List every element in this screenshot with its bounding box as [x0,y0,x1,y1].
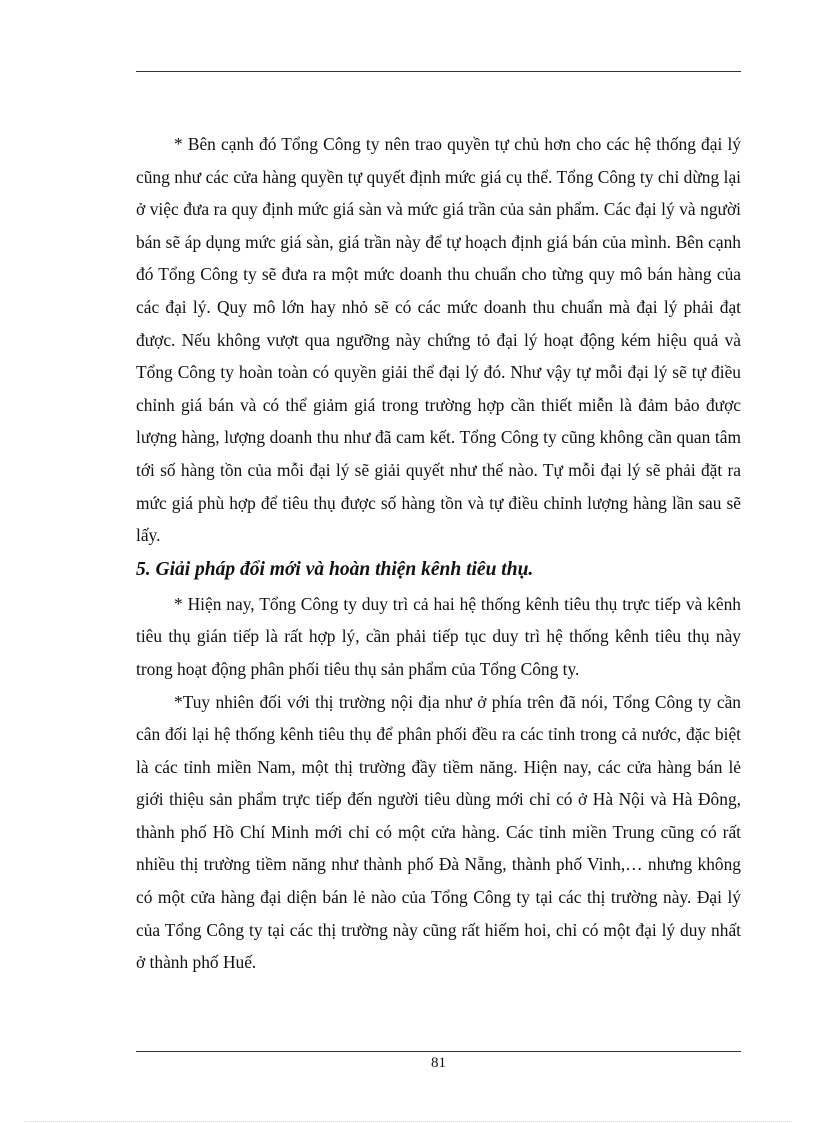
footer-rule [136,1051,741,1052]
body-paragraph: *Tuy nhiên đối với thị trường nội địa như ở phía trên đã nói, Tổng Công ty cần cân đối lại hệ thống kênh tiêu thụ để phân phối đều ra các tỉnh trong cả nước, đặc biệt là các tỉnh miền Nam, một thị trường đầy tiềm năng. Hiện nay, các cửa hàng bán lẻ giới thiệu sản phẩm trực tiếp đến người tiêu dùng mới chỉ có ở Hà Nội và Hà Đông, thành phố Hồ Chí Minh mới chỉ có một cửa hàng. Các tỉnh miền Trung cũng có rất nhiều thị trường tiềm năng như thành phố Đà Nẵng, thành phố Vinh,… nhưng không có một cửa hàng đại diện bán lẻ nào của Tổng Công ty tại các thị trường này. Đại lý của Tổng Công ty tại các thị trường này cũng rất hiếm hoi, chỉ có một đại lý duy nhất ở thành phố Huế. [136,691,741,973]
page-number: 81 [431,1055,446,1071]
body-paragraph: * Hiện nay, Tổng Công ty duy trì cả hai hệ thống kênh tiêu thụ trực tiếp và kênh tiêu thụ gián tiếp là rất hợp lý, cần phải tiếp tục duy trì hệ thống kênh tiêu thụ này trong hoạt động phân phối tiêu thụ sản phẩm của Tổng Công ty. [136,593,741,679]
header-rule [136,71,741,72]
section-heading: 5. Giải pháp đổi mới và hoàn thiện kênh tiêu thụ. [136,558,534,580]
page-edge-divider [24,1121,792,1122]
document-body [136,128,741,979]
body-paragraph: * Bên cạnh đó Tổng Công ty nên trao quyền tự chủ hơn cho các hệ thống đại lý cũng như các cửa hàng quyền tự quyết định mức giá cụ thể. Tổng Công ty chỉ dừng lại ở việc đưa ra quy định mức giá sàn và mức giá trần của sản phẩm. Các đại lý và người bán sẽ áp dụng mức giá sàn, giá trần này để tự hoạch định giá bán của mình. Bên cạnh đó Tổng Công ty sẽ đưa ra một mức doanh thu chuẩn cho từng quy mô bán hàng của các đại lý. Quy mô lớn hay nhỏ sẽ có các mức doanh thu chuẩn mà đại lý phải đạt được. Nếu không vượt qua ngưỡng này chứng tỏ đại lý hoạt động kém hiệu quả và Tổng Công ty hoàn toàn có quyền giải thể đại lý đó. Như vậy tự mỗi đại lý sẽ tự điều chỉnh giá bán và có thể giảm giá trong trường hợp cần thiết miễn là đảm bảo được lượng hàng, lượng doanh thu như đã cam kết. Tổng Công ty cũng không cần quan tâm tới số hàng tồn của mỗi đại lý sẽ giải quyết như thế nào. Tự mỗi đại lý sẽ phải đặt ra mức giá phù hợp để tiêu thụ được số hàng tồn và tự điều chỉnh lượng hàng lần sau sẽ lấy. [136,134,741,546]
